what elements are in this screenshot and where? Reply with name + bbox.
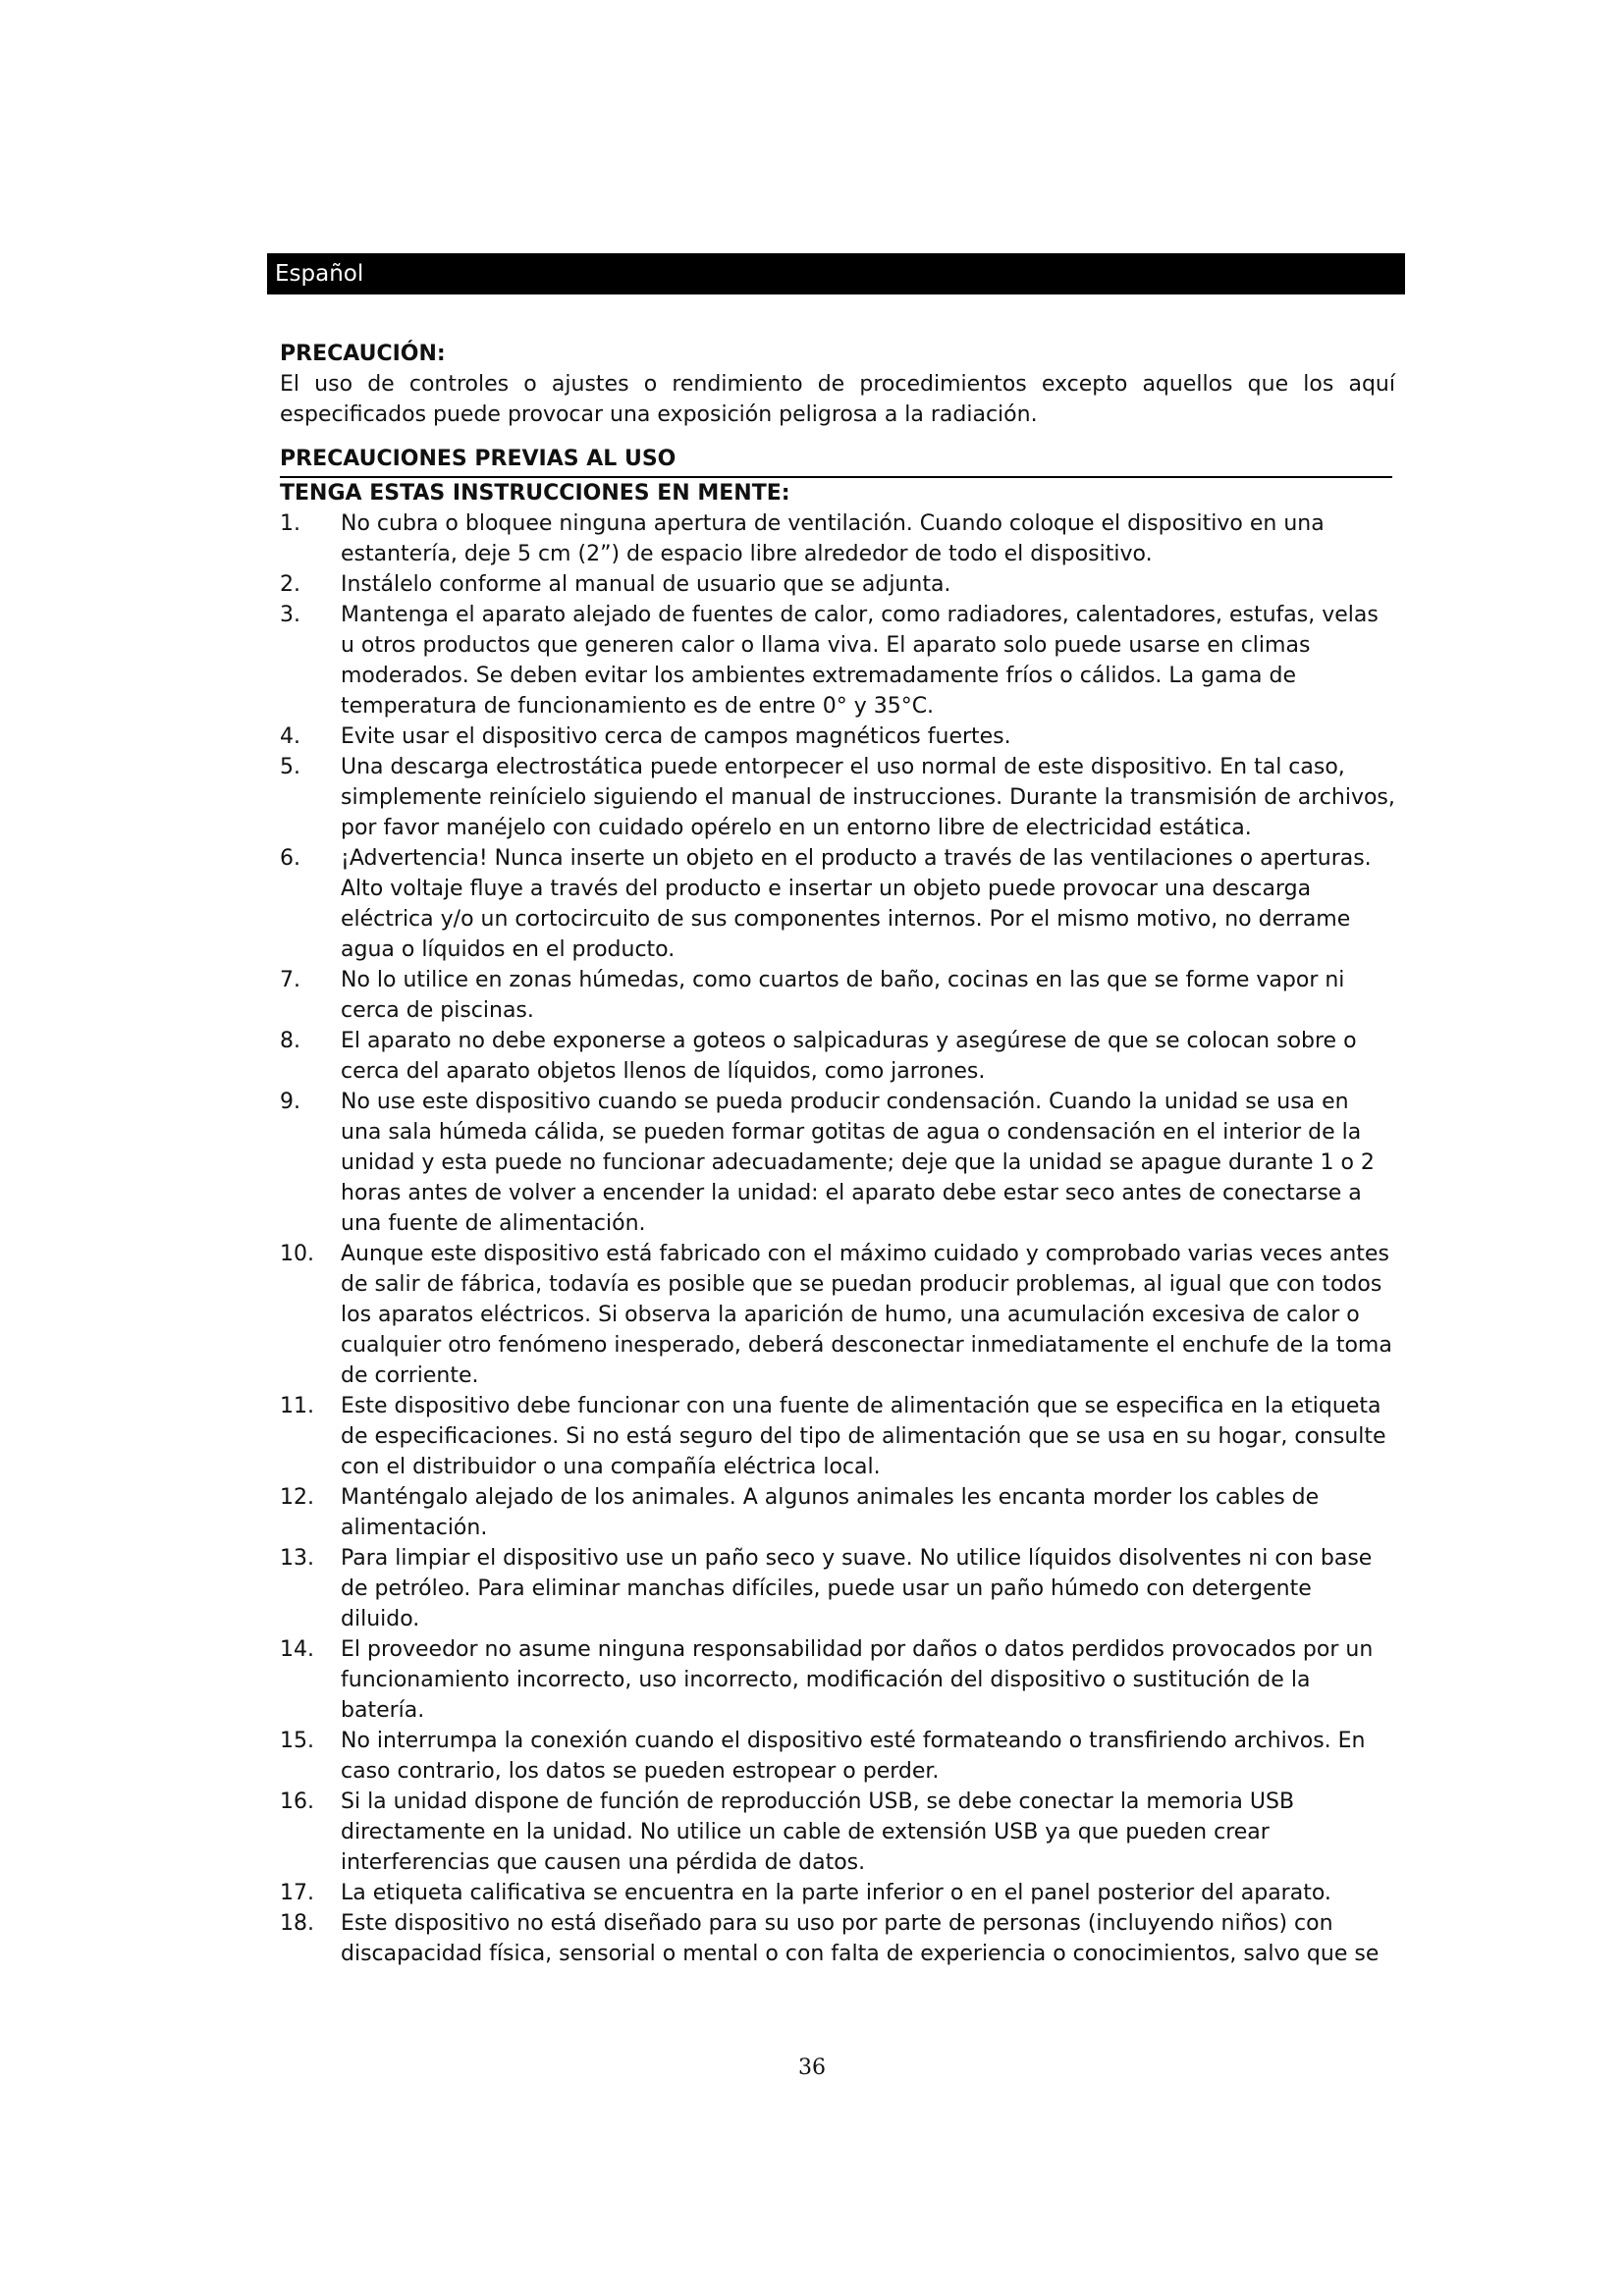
list-item-number: 14.: [280, 1637, 314, 1662]
list-item-number: 8.: [280, 1029, 300, 1053]
list-item: [280, 1878, 1395, 1908]
list-item-text: Instálelo conforme al manual de usuario que se adjunta.: [341, 572, 951, 597]
list-item-text: Evite usar el dispositivo cerca de campos magnéticos fuertes.: [341, 724, 1011, 749]
list-item: [280, 752, 1395, 843]
list-item-text: La etiqueta calificativa se encuentra en la parte inferior o en el panel posterior del aparato.: [341, 1881, 1331, 1905]
list-item: [280, 1026, 1395, 1087]
list-item-number: 4.: [280, 724, 300, 749]
list-item-number: 11.: [280, 1394, 314, 1418]
list-item-number: 18.: [280, 1911, 314, 1936]
list-item: [280, 843, 1395, 965]
list-item: [280, 1726, 1395, 1787]
list-item-number: 13.: [280, 1546, 314, 1571]
list-item-text: ¡Advertencia! Nunca inserte un objeto en el producto a través de las ventilaciones o aperturas. Alto voltaje fluye a través del producto e insertar un objeto puede provocar una descarga eléctrica y/o un cortocircuito de sus componentes internos. Por el mismo motivo, no derrame agua o líquidos en el producto.: [341, 846, 1372, 962]
list-item-number: 7.: [280, 968, 300, 992]
list-item: [280, 508, 1395, 569]
language-header-bar: [267, 253, 1405, 294]
list-item-text: No use este dispositivo cuando se pueda producir condensación. Cuando la unidad se usa en una sala húmeda cálida, se pueden formar gotitas de agua o condensación en el interior de la unidad y esta puede no funcionar adecuadamente; deje que la unidad se apague durante 1 o 2 horas antes de volver a encender la unidad: el aparato debe estar seco antes de conectarse a una fuente de alimentación.: [341, 1090, 1375, 1236]
list-item: [280, 1391, 1395, 1482]
precautions-list: [280, 508, 1395, 1969]
list-item: [280, 1543, 1395, 1634]
list-item-text: El aparato no debe exponerse a goteos o salpicaduras y asegúrese de que se colocan sobre o cerca del aparato objetos llenos de líquidos, como jarrones.: [341, 1029, 1357, 1084]
list-item-text: Si la unidad dispone de función de reproducción USB, se debe conectar la memoria USB directamente en la unidad. No utilice un cable de extensión USB ya que pueden crear interferencias que causen una pérdida de datos.: [341, 1789, 1295, 1875]
list-item-number: 2.: [280, 572, 300, 597]
caution-title: PRECAUCIÓN:: [280, 342, 446, 366]
document-body: [280, 339, 1395, 1969]
list-item: [280, 600, 1395, 721]
precautions-subtitle: TENGA ESTAS INSTRUCCIONES EN MENTE:: [280, 476, 1392, 508]
list-item-number: 9.: [280, 1090, 300, 1114]
list-item: [280, 1239, 1395, 1391]
list-item: [280, 965, 1395, 1026]
list-item-number: 1.: [280, 511, 300, 536]
list-item: [280, 1908, 1395, 1969]
list-item-text: Este dispositivo debe funcionar con una fuente de alimentación que se especifica en la etiqueta de especificaciones. Si no está seguro del tipo de alimentación que se usa en su hogar, consulte con el distribuidor o una compañía eléctrica local.: [341, 1394, 1386, 1479]
list-item-text: No lo utilice en zonas húmedas, como cuartos de baño, cocinas en las que se forme vapor ni cerca de piscinas.: [341, 968, 1345, 1023]
precautions-title: PRECAUCIONES PREVIAS AL USO: [280, 447, 677, 471]
list-item-number: 16.: [280, 1789, 314, 1814]
list-item-number: 15.: [280, 1729, 314, 1753]
list-item-number: 17.: [280, 1881, 314, 1905]
language-label: Español: [275, 261, 364, 287]
list-item: [280, 721, 1395, 752]
list-item-text: Para limpiar el dispositivo use un paño seco y suave. No utilice líquidos disolventes ni con base de petróleo. Para eliminar manchas difíciles, puede usar un paño húmedo con detergente diluido.: [341, 1546, 1373, 1631]
list-item-text: Mantenga el aparato alejado de fuentes de calor, como radiadores, calentadores, estufas, velas u otros productos que generen calor o llama viva. El aparato solo puede usarse en climas moderados. Se deben evitar los ambientes extremadamente fríos o cálidos. La gama de temperatura de funcionamiento es de entre 0° y 35°C.: [341, 603, 1379, 719]
list-item-text: El proveedor no asume ninguna responsabilidad por daños o datos perdidos provocados por un funcionamiento incorrecto, uso incorrecto, modificación del dispositivo o sustitución de la batería.: [341, 1637, 1374, 1723]
list-item: [280, 569, 1395, 600]
list-item-text: No cubra o bloquee ninguna apertura de ventilación. Cuando coloque el dispositivo en una estantería, deje 5 cm (2”) de espacio libre alrededor de todo el dispositivo.: [341, 511, 1325, 566]
list-item-number: 3.: [280, 603, 300, 627]
list-item: [280, 1087, 1395, 1239]
list-item-text: Este dispositivo no está diseñado para su uso por parte de personas (incluyendo niños) con discapacidad física, sensorial o mental o con falta de experiencia o conocimientos, salvo que se: [341, 1911, 1380, 1966]
list-item: [280, 1787, 1395, 1878]
list-item-number: 5.: [280, 755, 300, 779]
list-item-text: Aunque este dispositivo está fabricado con el máximo cuidado y comprobado varias veces antes de salir de fábrica, todavía es posible que se puedan producir problemas, al igual que con todos los aparatos eléctricos. Si observa la aparición de humo, una acumulación excesiva de calor o cualquier otro fenómeno inesperado, deberá desconectar inmediatamente el enchufe de la toma de corriente.: [341, 1242, 1392, 1388]
list-item-text: No interrumpa la conexión cuando el dispositivo esté formateando o transfiriendo archivos. En caso contrario, los datos se pueden estropear o perder.: [341, 1729, 1366, 1784]
list-item-text: Una descarga electrostática puede entorpecer el uso normal de este dispositivo. En tal caso, simplemente reinícielo siguiendo el manual de instrucciones. Durante la transmisión de archivos, por favor manéjelo con cuidado opérelo en un entorno libre de electricidad estática.: [341, 755, 1395, 840]
list-item: [280, 1634, 1395, 1726]
list-item-number: 10.: [280, 1242, 314, 1266]
list-item-number: 6.: [280, 846, 300, 871]
list-item-number: 12.: [280, 1485, 314, 1510]
caution-text: El uso de controles o ajustes o rendimiento de procedimientos excepto aquellos que los aquí especificados puede provocar una exposición peligrosa a la radiación.: [280, 372, 1395, 427]
page-number: 36: [798, 2056, 826, 2080]
list-item: [280, 1482, 1395, 1543]
list-item-text: Manténgalo alejado de los animales. A algunos animales les encanta morder los cables de alimentación.: [341, 1485, 1320, 1540]
